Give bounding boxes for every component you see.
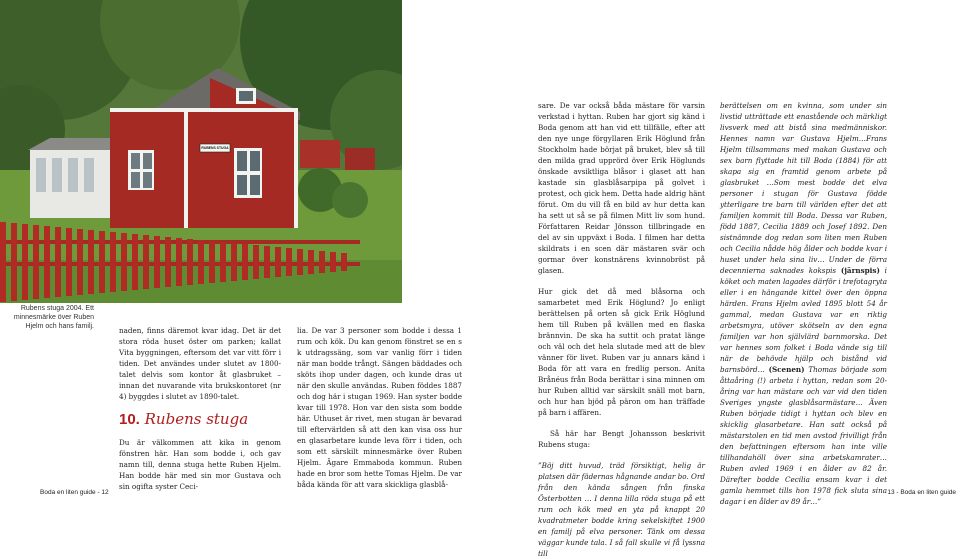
col3-paragraph-1: sare. De var också båda mästare för varsin verkstad i hyttan. Ruben har gjort sig känd i Boda genom att han vid ett tillfälle, efter att den nye unge förgyllaren Erik Höglund från Stockholm hade börjat på bruket, blev så till den milda grad upprörd över Erik Höglunds önskade avsiktliga blåsor i glaset att han kastade sin glasblåsarpipa på golvet i protest, och gick hem. Detta hade aldrig hänt förut. Om du vill få en bild av hur detta kan ha sett ut så se på filmen Mitt liv som hund. Författaren Reidar Jönsson tillbringade en del av sin uppväxt i Boda. I filmen har detta skildrats i en scen där mästaren svär och gormar över konstnärens kvinnobröst på glasen. [538,101,705,275]
photo-caption: Rubens stuga 2004. Ett minnesmärke över Ruben Hjelm och hans familj. [13,305,94,330]
footer-right: 13 - Boda en liten guide [887,489,956,496]
col4-text-d: (Scenen) [768,365,805,374]
section-heading [119,410,281,428]
column-2 [297,325,462,490]
column-1 [119,325,281,492]
col1-paragraph-2: Du är välkommen att kika in genom fönstren här. Han som bodde i, och gav namn till, denna stuga hette Ruben Hjelm. Han bodde här med sin mor Gustava och sin ogifta syster Ceci- [119,438,281,491]
section-title: Rubens stuga [144,410,249,428]
col3-paragraph-2: Hur gick det då med blåsorna och samarbetet med Erik Höglund? Jo enligt berättelsen på orten så gick Erik Höglund hem till Ruben på kvällen med en flaska brännvin. De ska ha suttit och pratat länge och väl och det hela slutade med att de blev vänner för livet. Ruben var ju annars känd i Boda för att vara en fredlig person. Anita Brånéus från Boda berättar i sina minnen om hur Ruben alltid var särskilt snäll mot barn, och hur han bjöd på päron om han träffade på barn i affären. [538,287,705,417]
column-3 [538,100,705,559]
col4-text-e: Thomas började som åttaåring (!) arbeta i hyttan, redan som 20-åring var han mästare och var vid den tiden Sveriges yngste glasblåsarmästare… Även Ruben började tidigt i hyttan och blev en skicklig glasarbetare. Han satt också på mästarstolen en tid men avstod frivilligt från den befattningen eftersom han inte ville tillhandahöll över sina arbetskamrater…Ruben avled 1969 i en ålder av 82 år. Därefter bodde Cecilia ensam kvar i det gamla hemmet tills hon 1978 fick sluta sina dagar i en ålder av 89 år…” [720,365,887,506]
col3-paragraph-3: Så här har Bengt Johansson beskrivit Rubens stuga: [538,429,705,449]
photo-rubens-stuga [0,0,402,303]
col4-text-a: berättelsen om en kvinna, som under sin livstid utträttade ett enastående och märkligt livsverk med att bistå sina medmänniskor. Hennes namn var Gustava Hjelm…Frans Hjelm tillsammans med makan Gustava och sex barn flyttade hit till Boda (1884) för att skapa sig en framtid genom arbete på glasbruket …Som mest bodde det elva personer i stugan för Gustava födde ytterligare tre barn till världen efter det att familjen kommit till Boda. Dessa var Ruben, född 1887, Cecilia 1889 och Josef 1892. Den sistnämnde dog redan som liten men Ruben och Cecilia nådde hög ålder och bodde kvar i huset under hela sina liv… Under de förra decennierna saknades kokspis [720,101,887,275]
photo-sign-text: RUBENS STUGA [201,146,229,150]
col4-text-b: (järnspis) [840,266,880,275]
section-number: 10. [119,411,140,428]
column-4 [720,100,887,507]
col4-paragraph [720,100,887,507]
col4-text-c: i köket och maten lagades därför i trefotagryta eller i en hängande kittel över den öppna härden. Frans Hjelm avled 1895 blott 54 år gammal, medan Gustava var en riktig arbetsmyra, utöver skötseln av den egna familjen var hon självlärd barnmorska. Det var hennes som folket i Boda vände sig till när de behövde hjälp och bistånd vid barnsbörd… [720,266,887,374]
col1-paragraph-1: naden, finns däremot kvar idag. Det är det stora röda huset öster om parken; kallat Vita byggningen, eftersom det var vitt förr i tiden. Det användes under slutet av 1800-talet delvis som kontor åt glasbruket – innan det nuvarande vita brukskontoret (nr 4) byggdes i slutet av 1890-talet. [119,326,281,401]
col2-paragraph-1: lia. De var 3 personer som bodde i dessa 1 rum och kök. Du kan genom fönstret se en s k utdragssäng, som var vanlig förr i tiden när man bodde trångt. Sängen bäddades och sköts ihop under dagen, och kunde dras ut när den skulle användas. Ruben föddes 1887 och dog här i stugan 1969. Han syster bodde kvar till 1978. Hon var den sista som bodde här. Uthuset är rivet, men stugan är bevarad till eftervärlden så att den kan visa oss hur en glasarbetare kunde leva förr i tiden, och som ett särskilt minnesmärke över Ruben Hjelm. Ägare Emmaboda kommun. Ruben hade en bror som hette Tomas Hjelm. De var båda kända för att vara skickliga glasblå- [297,326,462,489]
footer-left: Boda en liten guide - 12 [40,489,109,496]
col3-quote: ”Böj ditt huvud, träd försiktigt, helig är platsen där fädernas hågnande andar bo. Ord från den kända sången från finska Österbotten … I denna lilla röda stuga på ett rum och kök med en yta på knappt 20 kvadratmeter bodde kring sekelskiftet 1900 en familj på elva personer. Tänk om dessa väggar kunde tala. I så fall skulle vi få lyssna till [538,461,705,558]
